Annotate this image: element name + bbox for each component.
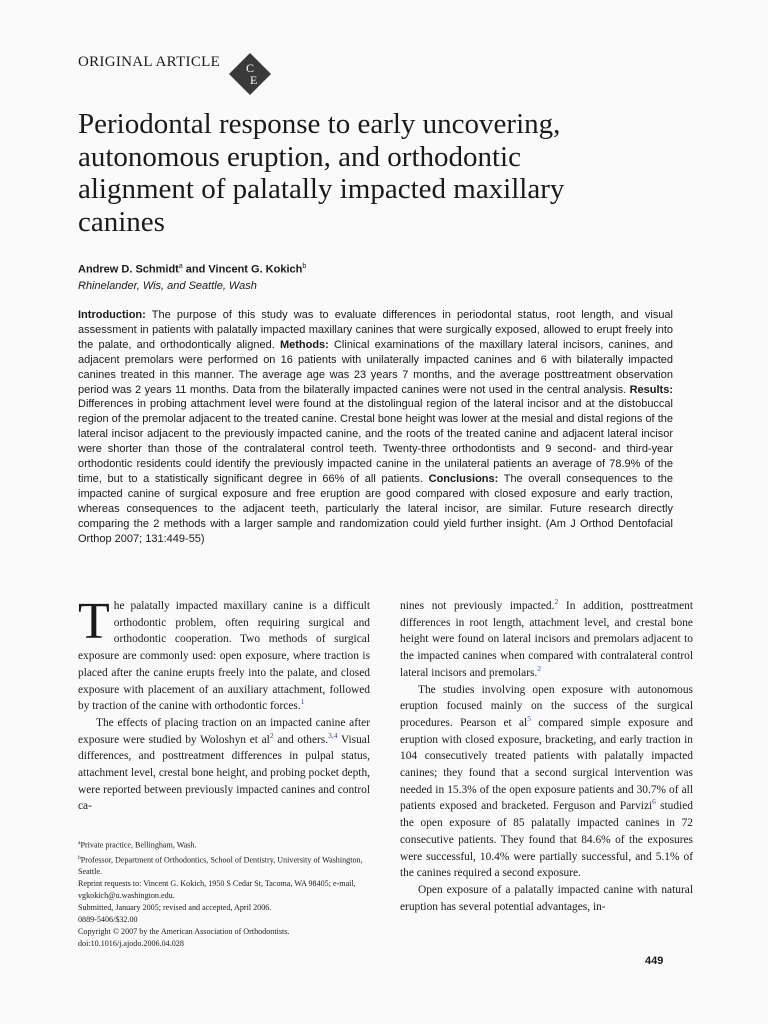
- author-schmidt: Andrew D. Schmidt: [78, 263, 179, 276]
- citation-link[interactable]: 6: [652, 797, 656, 807]
- paragraph-1-text: he palatally impacted maxillary canine is a difficult orthodontic problem, often requiring surgical and orthodontic cooperation. Two methods of surgical exposure are commonly used: open exposure, where traction is placed after the canine erupts freely into the palate, and closed exposure with placement of an auxiliary attachment, followed by traction of the canine with orthodontic forces.: [78, 600, 370, 713]
- paragraph-4-text-c: studied the open exposure of 85 palatally impacted canines in 72 consecutive patients. They found that 84.6% of the exposures were successful, 10.4% were partially successful, and 5.1% of the canines required a second exposure.: [400, 800, 693, 880]
- paragraph-3: [400, 598, 693, 682]
- article-title: Periodontal response to early uncovering, autonomous eruption, and orthodontic alignment of palatally impacted maxillary canines: [78, 108, 565, 238]
- citation-link[interactable]: 3,4: [328, 730, 338, 740]
- abstract-intro-label: Introduction:: [78, 309, 146, 321]
- author-line: [78, 263, 306, 276]
- abstract: [78, 308, 673, 547]
- section-label: ORIGINAL ARTICLE: [78, 54, 221, 70]
- paragraph-4: [400, 682, 693, 882]
- footnote-b: [78, 852, 374, 879]
- body-column-right: [400, 598, 693, 915]
- citation-link[interactable]: 2: [537, 664, 542, 674]
- footnote-b-mark: b: [78, 854, 81, 861]
- footnote-a-mark: a: [78, 840, 81, 846]
- footnotes: [78, 837, 374, 950]
- footnote-a-text: Private practice, Bellingham, Wash.: [80, 840, 197, 850]
- citation-link[interactable]: 2: [554, 597, 559, 607]
- footnote-doi[interactable]: doi:10.1016/j.ajodo.2006.04.028: [78, 939, 184, 949]
- abstract-methods-text: Clinical examinations of the maxillary lateral incisors, canines, and adjacent premolars were performed on 16 patients with unilaterally impacted canines and 6 with bilaterally impacted canines treated in this manner. The average age was 23 years 7 months, and the average posttreatment observation period was 2 years 11 months. Data from the bilaterally impacted canines were not used in the central analysis.: [78, 338, 673, 396]
- footnote-b-text: Professor, Department of Orthodontics, School of Dentistry, University of Washington, Seattle.: [78, 855, 363, 877]
- citation-link[interactable]: 1: [300, 697, 305, 707]
- author-kokich: Vincent G. Kokich: [208, 263, 303, 276]
- abstract-methods-label: Methods:: [279, 338, 329, 351]
- paragraph-2-text-b: and others.: [273, 733, 329, 746]
- abstract-conclusions-label: Conclusions:: [428, 472, 499, 485]
- paragraph-2: [78, 715, 370, 815]
- footnote-issn: 0889-5406/$32.00: [78, 915, 138, 925]
- paragraph-5: Open exposure of a palatally impacted canine with natural eruption has several potential advantages, in-: [400, 883, 693, 913]
- paragraph-1: [78, 593, 370, 715]
- paragraph-2-text-a: The effects of placing traction on an impacted canine after exposure were studied by Woloshyn et al: [78, 716, 370, 746]
- paragraph-4-text-a: The studies involving open exposure with autonomous eruption focused mainly on the success of the surgical procedures. Pearson et al: [400, 683, 693, 729]
- badge-letter-e: E: [250, 73, 258, 87]
- citation-link[interactable]: 2: [269, 730, 274, 740]
- body-column-left: [78, 593, 371, 815]
- author-mark-a: a: [178, 263, 183, 270]
- page-number: 449: [645, 955, 664, 967]
- drop-cap: T: [78, 593, 110, 650]
- footnote-a: [78, 837, 374, 852]
- badge-letter-c: C: [246, 61, 255, 75]
- footnote-submitted: Submitted, January 2005; revised and accepted, April 2006.: [78, 903, 272, 913]
- footnote-copyright: Copyright © 2007 by the American Association of Orthodontists.: [78, 927, 290, 937]
- citation-link[interactable]: 5: [527, 714, 531, 724]
- paragraph-4-text-b: compared simple exposure and eruption with closed exposure, bracketing, and early traction in 104 consecutively treated patients with palatally impacted canines; they found that a second surgical intervention was needed in 15.3% of the open exposure patients and 30.7% of all patients exposed and bracketed. Ferguson and Parvizi: [400, 716, 693, 813]
- footnote-reprint: Reprint requests to: Vincent G. Kokich, 1950 S Cedar St, Tacoma, WA 98405; e-mail, vgkokich@u.washington.edu.: [78, 879, 356, 901]
- abstract-results-label: Results:: [629, 383, 673, 396]
- paragraph-2-text-c: Visual differences, and posttreatment differences in pulpal status, attachment level, crestal bone height, and probing pocket depth, were reported between previously impacted canines and control ca-: [78, 733, 371, 813]
- author-mark-b: b: [302, 263, 307, 270]
- ce-badge-icon: [228, 52, 272, 96]
- abstract-intro-text: The purpose of this study was to evaluate differences in periodontal status, root length, and visual assessment in patients with palatally impacted maxillary canines that were surgically exposed, allowed to erupt freely into the palate, and orthodontically aligned.: [78, 309, 673, 351]
- affiliation: Rhinelander, Wis, and Seattle, Wash: [78, 280, 257, 292]
- abstract-conclusions-text: The overall consequences to the impacted canine of surgical exposure and free eruption are good compared with closed exposure and early traction, whereas consequences to the adjacent teeth, particularly the lateral incisor, are similar. Future research directly comparing the 2 methods with a larger sample and randomization could yield further insight. (Am J Orthod Dentofacial Orthop 2007; 131:449-55): [78, 472, 673, 545]
- abstract-results-text: Differences in probing attachment level were found at the distolingual region of the lateral incisor and at the distobuccal region of the premolar adjacent to the treated canine. Crestal bone height was lower at the mesial and distal regions of the lateral incisor adjacent to the previously impacted canine, and the roots of the treated canine and adjacent lateral incisor were shorter than those of the contralateral control teeth. Twenty-three orthodontists and 9 second- and third-year orthodontic residents could identify the previously impacted canine in the unilateral patients an average of 78.9% of the time, but to a statistically significant degree in 66% of all patients.: [78, 398, 673, 485]
- author-conjunction: and: [182, 263, 209, 276]
- paragraph-3-text-a: nines not previously impacted.: [400, 600, 555, 612]
- paragraph-3-text-b: In addition, posttreatment differences in root length, attachment level, and crestal bone height were found on lateral incisors and premolars adjacent to the impacted canines when compared with contralateral control lateral incisors and premolars.: [400, 600, 693, 679]
